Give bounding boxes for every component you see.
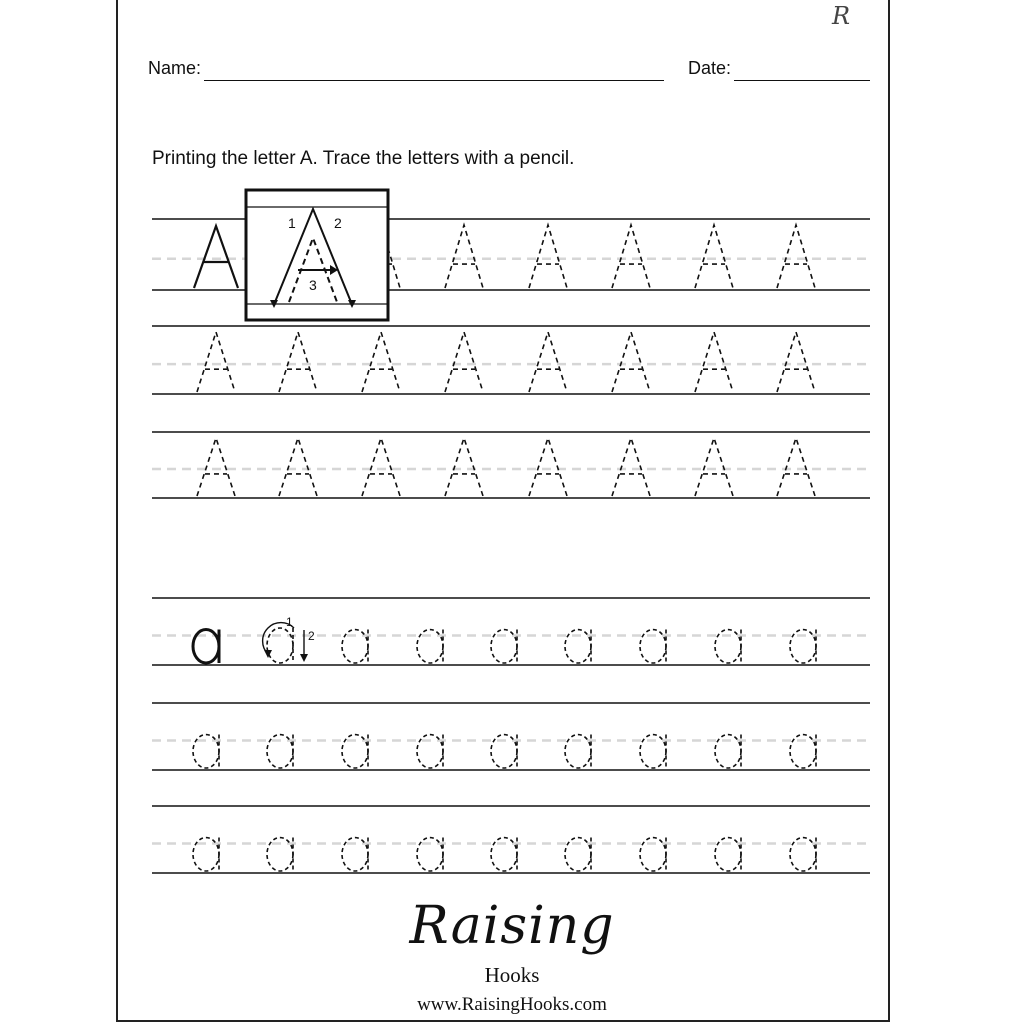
- traceable-uppercase-a: [197, 332, 235, 392]
- instructions-text: Printing the letter A. Trace the letters with a pencil.: [152, 148, 575, 169]
- dashed-letter-strokes: [777, 225, 815, 288]
- dashed-letter-strokes: [777, 332, 815, 392]
- traceable-uppercase-a: [777, 438, 815, 496]
- dashed-letter-strokes: [612, 225, 650, 288]
- dashed-letter-strokes: [279, 332, 317, 392]
- traceable-uppercase-a: [362, 332, 400, 392]
- traceable-uppercase-a: [529, 438, 567, 496]
- traceable-uppercase-a: [445, 438, 483, 496]
- traceable-uppercase-a: [445, 332, 483, 392]
- traceable-uppercase-a: [695, 225, 733, 288]
- dashed-letter-strokes: [695, 332, 733, 392]
- traceable-lowercase-a: [267, 628, 293, 663]
- traceable-uppercase-a: [777, 225, 815, 288]
- traceable-uppercase-a: [777, 332, 815, 392]
- dashed-letter-strokes: [279, 438, 317, 496]
- stroke-number-2: 2: [334, 215, 342, 231]
- brand-logo-sub: Hooks: [484, 963, 540, 987]
- traceable-uppercase-a: [279, 332, 317, 392]
- corner-logo: R: [832, 2, 851, 30]
- dashed-letter-strokes: [529, 225, 567, 288]
- dashed-letter-strokes: [197, 332, 235, 392]
- dashed-letter-strokes: [197, 438, 235, 496]
- traceable-uppercase-a: [612, 225, 650, 288]
- stroke-order-box: [246, 190, 388, 320]
- stroke-number-3: 3: [309, 277, 317, 293]
- dashed-letter-strokes: [695, 438, 733, 496]
- traceable-uppercase-a: [279, 438, 317, 496]
- dashed-letter-strokes: [695, 225, 733, 288]
- date-label: Date:: [688, 58, 732, 78]
- stroke-number-2: 2: [308, 629, 315, 643]
- traceable-uppercase-a: [612, 438, 650, 496]
- brand-logo-script: Raising: [409, 896, 615, 956]
- dashed-letter-strokes: [362, 332, 400, 392]
- traceable-uppercase-a: [445, 225, 483, 288]
- model-uppercase-a: [194, 226, 238, 288]
- traceable-uppercase-a: [529, 332, 567, 392]
- dashed-letter-strokes: [612, 332, 650, 392]
- traceable-uppercase-a: [362, 438, 400, 496]
- stroke-order-frame: [246, 190, 388, 320]
- lowercase-stroke-order-demo: [263, 615, 315, 662]
- traceable-uppercase-a: [197, 438, 235, 496]
- dashed-letter-strokes: [362, 438, 400, 496]
- dashed-letter-strokes: [445, 332, 483, 392]
- dashed-letter-strokes: [445, 225, 483, 288]
- stroke-number-1: 1: [288, 215, 296, 231]
- stroke-number-1: 1: [286, 615, 293, 629]
- traceable-uppercase-a: [695, 438, 733, 496]
- traceable-uppercase-a: [529, 225, 567, 288]
- dashed-letter-strokes: [529, 332, 567, 392]
- dashed-letter-strokes: [445, 438, 483, 496]
- letter-bowl: [267, 628, 293, 663]
- dashed-letter-strokes: [777, 438, 815, 496]
- dashed-letter-strokes: [529, 438, 567, 496]
- traceable-uppercase-a: [695, 332, 733, 392]
- stroke-2-arrowhead: [300, 654, 308, 662]
- dashed-letter-strokes: [612, 438, 650, 496]
- name-label: Name:: [148, 58, 202, 78]
- traceable-uppercase-a: [612, 332, 650, 392]
- brand-url: www.RaisingHooks.com: [417, 994, 607, 1015]
